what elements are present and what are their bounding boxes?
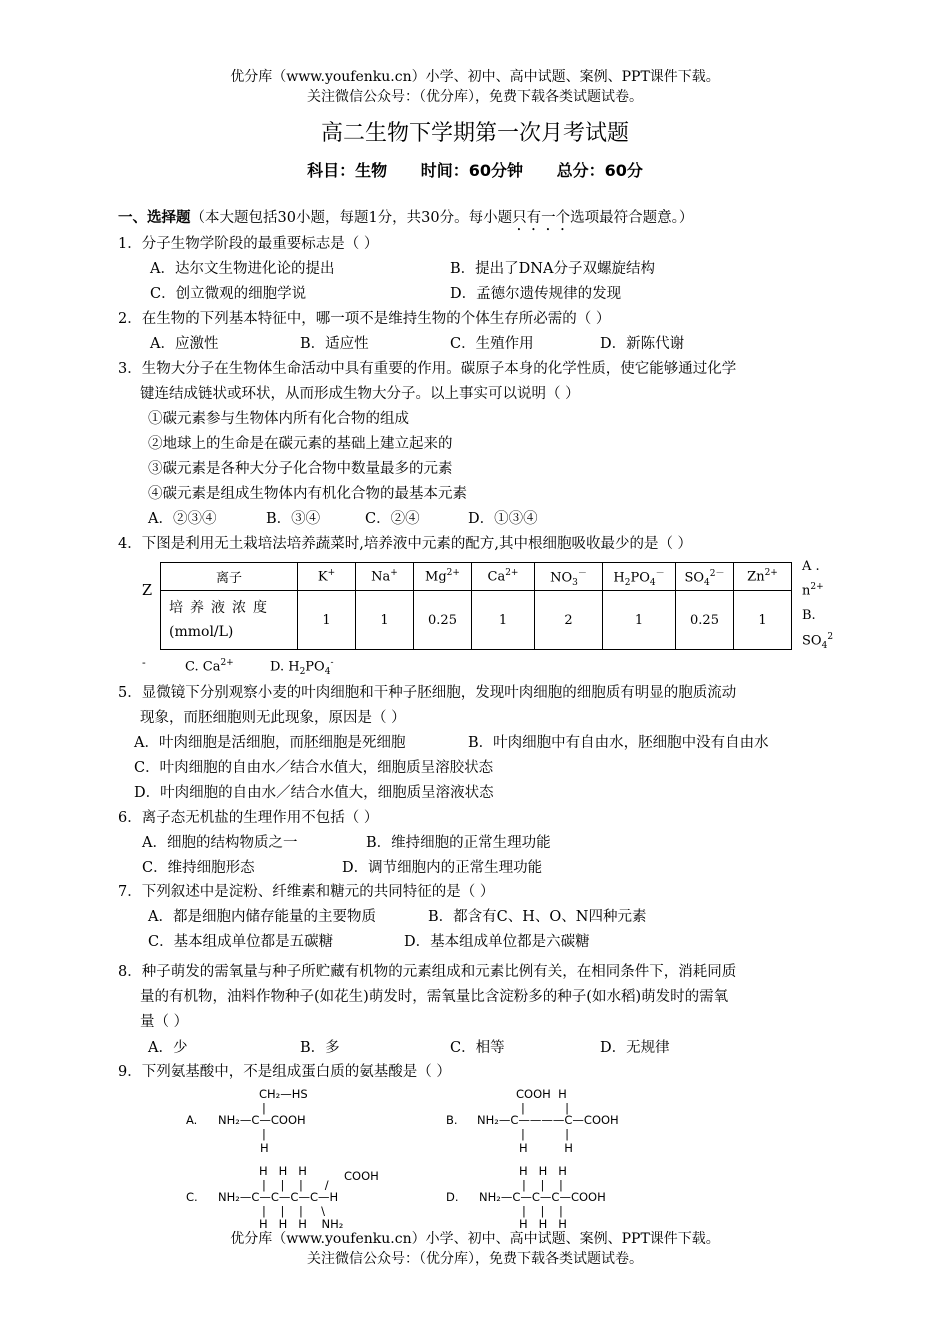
q6-stem: 6．离子态无机盐的生理作用不包括（ ） xyxy=(118,810,379,826)
q7-option-c: C．基本组成单位都是五碳糖 xyxy=(148,934,334,950)
table-header-so4: $SO_4^{2-}$ xyxy=(676,563,734,591)
q4-z-label: Z xyxy=(142,583,153,599)
section-title: 一、选择题 xyxy=(118,210,191,226)
q9-option-a-label: A. xyxy=(186,1113,198,1127)
q1-stem: 1．分子生物学阶段的最重要标志是（ ） xyxy=(118,236,379,252)
total-label: 总分：60分 xyxy=(556,161,643,180)
table-cell: 1 xyxy=(356,591,414,650)
section-heading xyxy=(118,206,693,234)
q5-option-a: A．叶肉细胞是活细胞，而胚细胞是死细胞 xyxy=(134,735,406,751)
exam-subtitle xyxy=(0,158,950,181)
q3-statement-4: ④碳元素是组成生物体内有机化合物的最基本元素 xyxy=(148,486,467,502)
q3-stem-1: 3．生物大分子在生物体生命活动中具有重要的作用。碳原子本身的化学性质，使它能够通过化学 xyxy=(118,361,737,377)
footer-line-1: 优分库（www.youfenku.cn）小学、初中、高中试题、案例、PPT课件下载。 xyxy=(230,1231,720,1247)
q3-statement-3: ③碳元素是各种大分子化合物中数量最多的元素 xyxy=(148,461,453,477)
table-cell: 1 xyxy=(734,591,792,650)
q4-option-a-ion: $n^{2+}$ xyxy=(802,582,824,599)
q3-option-c: C．②④ xyxy=(365,511,420,527)
section-note-emphasis: 只有一个 xyxy=(512,210,571,226)
q4-option-a: A . xyxy=(802,559,820,574)
q5-option-b: B．叶肉细胞中有自由水，胚细胞中没有自由水 xyxy=(468,735,769,751)
q3-option-b: B．③④ xyxy=(266,511,321,527)
q3-statement-1: ①碳元素参与生物体内所有化合物的组成 xyxy=(148,411,409,427)
table-cell: 1 xyxy=(603,591,676,650)
q3-stem-2: 键连结成链状或环状，从而形成生物大分子。以上事实可以说明（ ） xyxy=(140,386,580,402)
q5-option-d: D．叶肉细胞的自由水／结合水值大，细胞质呈溶液状态 xyxy=(134,785,494,801)
table-cell: 2 xyxy=(535,591,603,650)
table-cell: 0.25 xyxy=(676,591,734,650)
q4-dash: - xyxy=(142,656,146,669)
table-cell: 0.25 xyxy=(414,591,472,650)
q2-stem: 2．在生物的下列基本特征中，哪一项不是维持生物的个体生存所必需的（ ） xyxy=(118,311,611,327)
table-row-label: 培养液浓度 (mmol/L) xyxy=(161,591,298,650)
table-header-no3: $NO_3^-$ xyxy=(535,563,603,591)
table-header-zn: $Zn^{2+}$ xyxy=(734,563,792,591)
q4-option-b-ion: $SO_4^2$ xyxy=(802,632,834,651)
q1-option-c: C．创立微观的细胞学说 xyxy=(150,286,307,302)
page-title: 高二生物下学期第一次月考试题 xyxy=(320,121,629,146)
q3-option-d: D．①③④ xyxy=(468,511,538,527)
q5-stem-1: 5．显微镜下分别观察小麦的叶肉细胞和干种子胚细胞，发现叶肉细胞的细胞质有明显的胞质流动 xyxy=(118,685,737,701)
q4-option-b: B. xyxy=(802,608,816,623)
table-cell: 1 xyxy=(298,591,356,650)
table-header-ion: 离子 xyxy=(161,563,298,591)
q6-option-a: A．细胞的结构物质之一 xyxy=(142,835,298,851)
section-note-a: （本大题包括30小题，每题1分，共30分。每小题 xyxy=(190,210,513,226)
q2-option-a: A．应激性 xyxy=(150,336,219,352)
q4-option-d: D. $H_2PO_4^-$ xyxy=(270,658,334,677)
q9-option-d-label: D. xyxy=(446,1190,459,1204)
header-line-1: 优分库（www.youfenku.cn）小学、初中、高中试题、案例、PPT课件下载。 xyxy=(230,69,720,85)
table-header-h2po4: $H_2PO_4^-$ xyxy=(603,563,676,591)
q8-option-d: D．无规律 xyxy=(600,1040,670,1056)
q2-option-d: D．新陈代谢 xyxy=(600,336,685,352)
q8-stem-3: 量（ ） xyxy=(140,1014,189,1030)
table-header-k: K+ xyxy=(298,563,356,591)
table-cell: 1 xyxy=(472,591,535,650)
section-note-b: 选项最符合题意。） xyxy=(570,210,694,226)
table-header-mg: $Mg^{2+}$ xyxy=(414,563,472,591)
q2-option-c: C．生殖作用 xyxy=(450,336,534,352)
q8-option-a: A．少 xyxy=(148,1040,188,1056)
table-header-na: Na+ xyxy=(356,563,414,591)
q3-statement-2: ②地球上的生命是在碳元素的基础上建立起来的 xyxy=(148,436,453,452)
q8-option-b: B．多 xyxy=(300,1040,340,1056)
q7-option-a: A．都是细胞内储存能量的主要物质 xyxy=(148,909,376,925)
q7-option-d: D．基本组成单位都是六碳糖 xyxy=(404,934,590,950)
q1-option-b: B．提出了DNA分子双螺旋结构 xyxy=(450,261,655,277)
q6-option-c: C．维持细胞形态 xyxy=(142,860,255,876)
q8-stem-2: 量的有机物，油料作物种子(如花生)萌发时，需氧量比含淀粉多的种子(如水稻)萌发时的需氧 xyxy=(140,989,729,1005)
q1-option-d: D．孟德尔遗传规律的发现 xyxy=(450,286,622,302)
subject-label: 科目：生物 xyxy=(307,161,388,180)
time-label: 时间：60分钟 xyxy=(420,161,523,180)
q5-option-c: C．叶肉细胞的自由水／结合水值大，细胞质呈溶胶状态 xyxy=(134,760,494,776)
q1-option-a: A．达尔文生物进化论的提出 xyxy=(150,261,335,277)
q7-stem: 7．下列叙述中是淀粉、纤维素和糖元的共同特征的是（ ） xyxy=(118,884,495,900)
footer-line-2: 关注微信公众号：（优分库），免费下载各类试题试卷。 xyxy=(307,1251,643,1267)
q5-stem-2: 现象，而胚细胞则无此现象，原因是（ ） xyxy=(140,710,406,726)
nutrient-table xyxy=(160,562,792,650)
q2-option-b: B．适应性 xyxy=(300,336,369,352)
q4-option-c: C. $Ca^{2+}$ xyxy=(185,658,234,675)
q3-option-a: A．②③④ xyxy=(148,511,217,527)
q9-option-c-label: C. xyxy=(186,1190,198,1204)
q4-stem: 4．下图是利用无土栽培法培养蔬菜时,培养液中元素的配方,其中根细胞吸收最少的是（ ） xyxy=(118,536,693,552)
header-line-2: 关注微信公众号：（优分库），免费下载各类试题试卷。 xyxy=(307,89,643,105)
q8-option-c: C．相等 xyxy=(450,1040,505,1056)
q6-option-b: B．维持细胞的正常生理功能 xyxy=(366,835,551,851)
q9-stem: 9．下列氨基酸中，不是组成蛋白质的氨基酸是（ ） xyxy=(118,1064,451,1080)
q6-option-d: D．调节细胞内的正常生理功能 xyxy=(342,860,543,876)
q7-option-b: B．都含有C、H、O、N四种元素 xyxy=(428,909,647,925)
q9-option-b-label: B. xyxy=(446,1113,458,1127)
table-header-ca: $Ca^{2+}$ xyxy=(472,563,535,591)
q8-stem-1: 8．种子萌发的需氧量与种子所贮藏有机物的元素组成和元素比例有关，在相同条件下，消耗同质 xyxy=(118,964,737,980)
